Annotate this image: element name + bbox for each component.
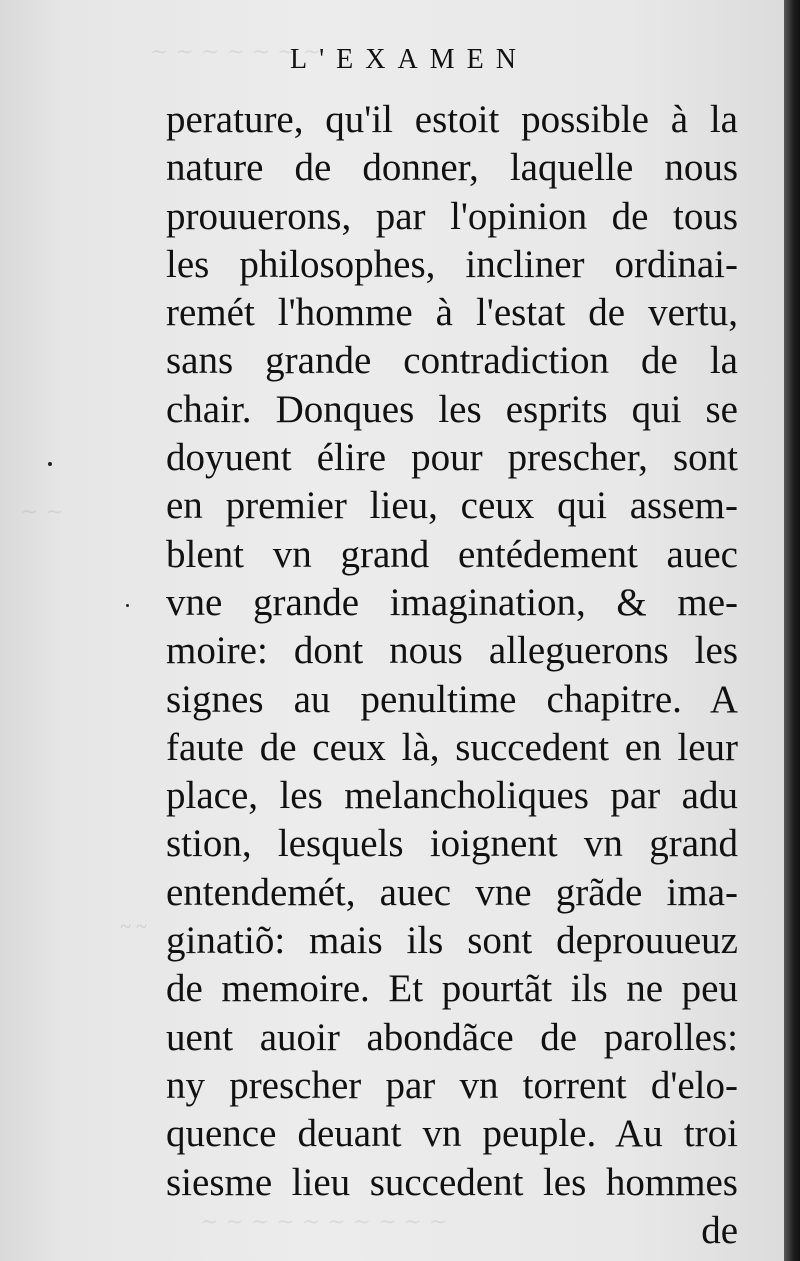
text-line: place, les melancholiques par adu — [166, 774, 738, 818]
show-through-text: ~ ~ ~ ~ ~ ~ ~ ~ ~ ~ — [200, 1210, 448, 1235]
show-through-text: ~ ~ ~ ~ ~ ~ ~ — [150, 40, 321, 65]
text-line: stion, lesquels ioignent vn grand — [166, 822, 738, 866]
page-edge-shadow — [784, 0, 800, 1261]
text-line: vne grande imagination, & me- — [166, 580, 738, 624]
text-line: signes au penultime chapitre. A — [166, 677, 738, 721]
text-line: chair. Donques les esprits qui se — [166, 387, 738, 431]
text-line: perature, qu'il estoit possible à la — [166, 98, 738, 141]
body-text — [166, 96, 738, 1255]
text-line: faute de ceux là, succedent en leur — [166, 725, 738, 769]
text-line: doyuent élire pour prescher, sont — [166, 436, 738, 480]
text-line: de memoire. Et pourtãt ils ne peu — [166, 967, 738, 1011]
text-line: les philosophes, incliner ordinai- — [166, 242, 738, 286]
text-line: uent auoir abondãce de parolles: — [166, 1015, 738, 1059]
text-line: en premier lieu, ceux qui assem- — [166, 484, 738, 528]
text-line: sans grande contradiction de la — [166, 339, 738, 383]
text-line: siesme lieu succedent les hommes — [166, 1160, 738, 1204]
text-line: remét l'homme à l'estat de vertu, — [166, 291, 738, 335]
text-line: ny prescher par vn torrent d'elo- — [166, 1063, 738, 1107]
running-head: L'EXAMEN — [290, 44, 528, 75]
text-line: blent vn grand entédement auec — [166, 532, 738, 576]
text-line: ginatiõ: mais ils sont deprouueuz — [166, 919, 738, 963]
text-line: moire: dont nous alleguerons les — [166, 629, 738, 673]
catchword: de — [701, 1208, 738, 1252]
text-line: quence deuant vn peuple. Au troi — [166, 1112, 738, 1156]
ink-speck — [48, 462, 52, 466]
text-line: entendemét, auec vne grãde ima- — [166, 870, 738, 914]
ink-speck — [126, 604, 129, 607]
text-line: prouuerons, par l'opinion de tous — [166, 194, 738, 238]
show-through-text: ~ ~ — [20, 500, 64, 525]
show-through-margin-note: ~ ~ — [120, 916, 147, 938]
text-line: nature de donner, laquelle nous — [166, 146, 738, 190]
